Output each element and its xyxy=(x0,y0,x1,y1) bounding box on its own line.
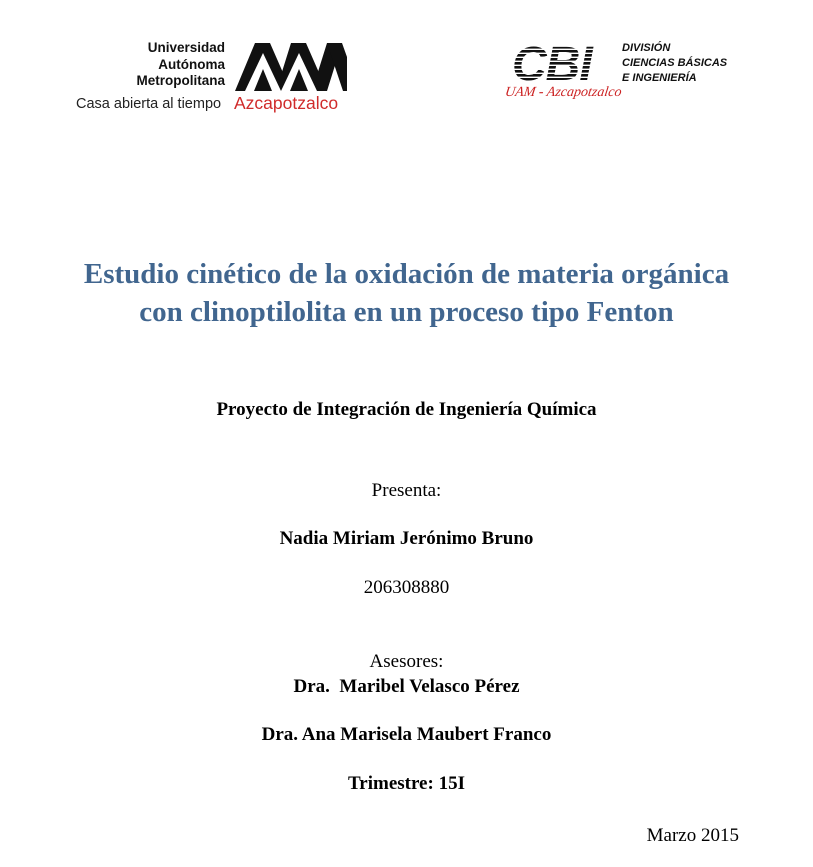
cbi-division-line-3: E INGENIERÍA xyxy=(622,72,697,84)
uam-emblem-icon xyxy=(235,43,347,91)
document-date: Marzo 2015 xyxy=(646,825,739,846)
advisor-name: Dra. Ana Marisela Maubert Franco xyxy=(261,724,552,745)
uam-name-line-2: Autónoma xyxy=(158,56,225,72)
uam-name-line-3: Metropolitana xyxy=(136,73,225,88)
author-name: Nadia Miriam Jerónimo Bruno xyxy=(279,528,534,549)
document-title: Estudio cinético de la oxidación de materia orgánica con clinoptilolita en un proceso tipo Fenton xyxy=(83,258,730,328)
cbi-division-line-2: CIENCIAS BÁSICAS xyxy=(622,57,728,69)
cbi-division-text xyxy=(622,41,727,86)
presenta-label: Presenta: xyxy=(371,480,442,501)
document-subtitle: Proyecto de Integración de Ingeniería Química xyxy=(216,399,597,420)
uam-name xyxy=(136,40,225,90)
uam-logo xyxy=(76,40,366,116)
cbi-acronym: CBI xyxy=(512,38,592,88)
uam-campus: Azcapotzalco xyxy=(234,93,339,113)
cbi-emblem-icon xyxy=(510,38,618,88)
advisor-name: Dra. Maribel Velasco Pérez xyxy=(293,676,520,697)
uam-name-line-1: Universidad xyxy=(147,40,225,55)
advisors-label: Asesores: xyxy=(369,651,444,672)
cbi-campus-tag: UAM - Azcapotzalco xyxy=(504,85,623,100)
term: Trimestre: 15I xyxy=(348,773,465,794)
student-id: 206308880 xyxy=(363,577,450,598)
uam-motto: Casa abierta al tiempo xyxy=(76,96,222,112)
cbi-logo xyxy=(505,38,745,114)
cbi-division-line-1: DIVISIÓN xyxy=(622,42,671,54)
